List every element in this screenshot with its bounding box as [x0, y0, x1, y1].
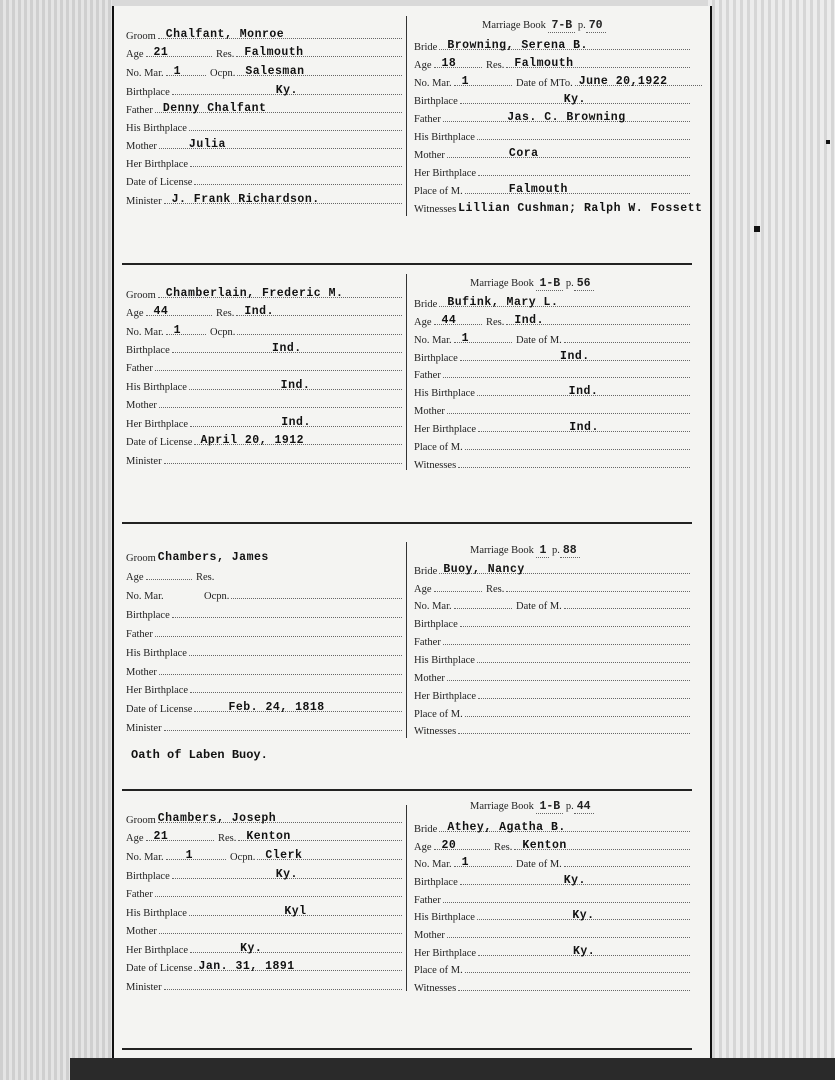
column-divider — [406, 542, 407, 738]
bride-no-mar-field: No. Mar. 1 — [414, 854, 514, 870]
groom-no-mar-field: No. Mar. 1 — [126, 847, 228, 863]
groom-birthplace-field: Birthplace Ky. — [126, 82, 404, 98]
groom-age-field: Age 44 — [126, 303, 214, 319]
record-divider — [122, 522, 692, 524]
groom-name: Chalfant, Monroe — [165, 28, 285, 41]
groom-name-field: Groom Chalfant, Monroe — [126, 26, 404, 42]
groom-date-of-license-field: Date of License — [126, 172, 404, 188]
marriage-book-reference: Marriage Book 1-B p. 44 — [470, 800, 594, 813]
bride-name-field: Bride Buoy, Nancy — [414, 561, 692, 577]
groom-date-of-license-field: Date of License Jan. 31, 1891 — [126, 958, 404, 974]
groom-birthplace-field: Birthplace Ind. — [126, 340, 404, 356]
groom-age-field: Age 21 — [126, 828, 216, 844]
bride-res-field: Res. — [486, 579, 692, 595]
groom-minister-field: Minister J. Frank Richardson. — [126, 191, 404, 207]
groom-minister-field: Minister — [126, 977, 404, 993]
groom-res-field: Res. Falmouth — [216, 44, 404, 60]
column-divider — [406, 16, 407, 216]
groom-her-birthplace-field: Her Birthplace Ky. — [126, 940, 404, 956]
bride-res-field: Res. Ind. — [486, 312, 692, 328]
marriage-book-reference: Marriage Book 1 p. 88 — [470, 544, 580, 557]
groom-date-of-license-field: Date of License April 20, 1912 — [126, 432, 404, 448]
groom-mother-field: Mother — [126, 395, 404, 411]
bride-place-of-m-field: Place of M. — [414, 437, 692, 453]
record-divider — [122, 1048, 692, 1050]
bride-mother-field: Mother — [414, 925, 692, 941]
groom-mother-field: Mother Julia — [126, 136, 404, 152]
groom-her-birthplace-field: Her Birthplace Ind. — [126, 414, 404, 430]
bride-birthplace-field: Birthplace Ky. — [414, 872, 692, 888]
bride-res-field: Res. Falmouth — [486, 55, 692, 71]
bride-res-field: Res. Kenton — [494, 837, 692, 853]
marriage-book-reference: Marriage Book 1-B p. 56 — [470, 277, 594, 290]
bride-mother-field: Mother Cora — [414, 145, 692, 161]
groom-birthplace-field: Birthplace — [126, 605, 404, 621]
bride-his-birthplace-field: His Birthplace Ky. — [414, 907, 692, 923]
record-divider — [122, 789, 692, 791]
bride-father-field: Father — [414, 890, 692, 906]
column-divider — [406, 805, 407, 991]
groom-age-field: Age — [126, 567, 194, 583]
groom-name-field: Groom Chambers, James — [126, 551, 269, 564]
groom-birthplace-field: Birthplace Ky. — [126, 866, 404, 882]
groom-his-birthplace-field: His Birthplace Ind. — [126, 377, 404, 393]
scan-margin-left — [0, 0, 112, 1080]
bride-age-field: Age 18 — [414, 55, 484, 71]
groom-minister-field: Minister — [126, 451, 404, 467]
bride-name-field: Bride Bufink, Mary L. — [414, 294, 692, 310]
groom-mother-field: Mother — [126, 921, 404, 937]
bride-father-field: Father Jas. C. Browning — [414, 109, 692, 125]
groom-no-mar-field: No. Mar. — [126, 591, 164, 602]
groom-her-birthplace-field: Her Birthplace — [126, 154, 404, 170]
bride-place-of-m-field: Place of M. Falmouth — [414, 181, 692, 197]
bride-name-field: Bride Athey, Agatha B. — [414, 819, 692, 835]
groom-his-birthplace-field: His Birthplace — [126, 643, 404, 659]
scan-speck — [754, 226, 760, 232]
groom-ocpn-field: Ocpn. Clerk — [230, 847, 404, 863]
marriage-book-reference: Marriage Book 7-B p. 70 — [482, 19, 606, 32]
groom-father-field: Father Denny Chalfant — [126, 100, 404, 116]
groom-no-mar-field: No. Mar. 1 — [126, 322, 208, 338]
scan-margin-right — [708, 0, 835, 1080]
bride-her-birthplace-field: Her Birthplace Ind. — [414, 419, 692, 435]
bride-father-field: Father — [414, 365, 692, 381]
bride-name-field: Bride Browning, Serena B. — [414, 37, 692, 53]
bride-place-of-m-field: Place of M. — [414, 960, 692, 976]
bride-age-field: Age — [414, 579, 484, 595]
bride-birthplace-field: Birthplace Ky. — [414, 91, 692, 107]
groom-minister-field: Minister — [126, 718, 404, 734]
groom-res-field: Res. — [196, 572, 215, 583]
groom-name-field: Groom Chamberlain, Frederic M. — [126, 285, 404, 301]
bride-birthplace-field: Birthplace Ind. — [414, 348, 692, 364]
bride-mother-field: Mother — [414, 401, 692, 417]
groom-name-field: Groom Chambers, Joseph — [126, 810, 404, 826]
groom-his-birthplace-field: His Birthplace Kyl — [126, 903, 404, 919]
scan-bottom-band — [70, 1058, 835, 1080]
bride-no-mar-field: No. Mar. 1 — [414, 73, 514, 89]
bride-birthplace-field: Birthplace — [414, 614, 692, 630]
bride-his-birthplace-field: His Birthplace — [414, 127, 692, 143]
bride-date-of-m-field: Date of M. — [516, 330, 692, 346]
groom-ocpn-field: Ocpn. — [204, 586, 404, 602]
bride-his-birthplace-field: His Birthplace — [414, 650, 692, 666]
bride-her-birthplace-field: Her Birthplace — [414, 686, 692, 702]
groom-res-field: Res. Kenton — [218, 828, 404, 844]
bride-witnesses-field: Witnesses Lillian Cushman; Ralph W. Fossett — [414, 202, 703, 215]
bride-father-field: Father — [414, 632, 692, 648]
groom-no-mar-field: No. Mar. 1 — [126, 63, 208, 79]
groom-res-field: Res. Ind. — [216, 303, 404, 319]
record-divider — [122, 263, 692, 265]
bride-her-birthplace-field: Her Birthplace — [414, 163, 692, 179]
bride-age-field: Age 44 — [414, 312, 484, 328]
bride-his-birthplace-field: His Birthplace Ind. — [414, 383, 692, 399]
bride-her-birthplace-field: Her Birthplace Ky. — [414, 943, 692, 959]
bride-witnesses-field: Witnesses — [414, 721, 692, 737]
groom-date-of-license-field: Date of License Feb. 24, 1818 — [126, 699, 404, 715]
bride-date-of-m-field: Date of M. — [516, 854, 692, 870]
bride-date-of-m-field: Date of MTo. June 20,1922 — [516, 73, 704, 89]
groom-mother-field: Mother — [126, 662, 404, 678]
bride-no-mar-field: No. Mar. — [414, 596, 514, 612]
bride-witnesses-field: Witnesses — [414, 455, 692, 471]
bride-age-field: Age 20 — [414, 837, 492, 853]
groom-ocpn-field: Ocpn. Salesman — [210, 63, 404, 79]
groom-his-birthplace-field: His Birthplace — [126, 118, 404, 134]
groom-father-field: Father — [126, 624, 404, 640]
bride-no-mar-field: No. Mar. 1 — [414, 330, 514, 346]
bride-date-of-m-field: Date of M. — [516, 596, 692, 612]
scan-speck — [826, 140, 830, 144]
groom-father-field: Father — [126, 358, 404, 374]
bride-mother-field: Mother — [414, 668, 692, 684]
groom-age-field: Age 21 — [126, 44, 214, 60]
record-note: Oath of Laben Buoy. — [131, 748, 268, 762]
groom-her-birthplace-field: Her Birthplace — [126, 680, 404, 696]
bride-witnesses-field: Witnesses — [414, 978, 692, 994]
groom-father-field: Father — [126, 884, 404, 900]
groom-ocpn-field: Ocpn. — [210, 322, 404, 338]
column-divider — [406, 274, 407, 470]
bride-place-of-m-field: Place of M. — [414, 704, 692, 720]
